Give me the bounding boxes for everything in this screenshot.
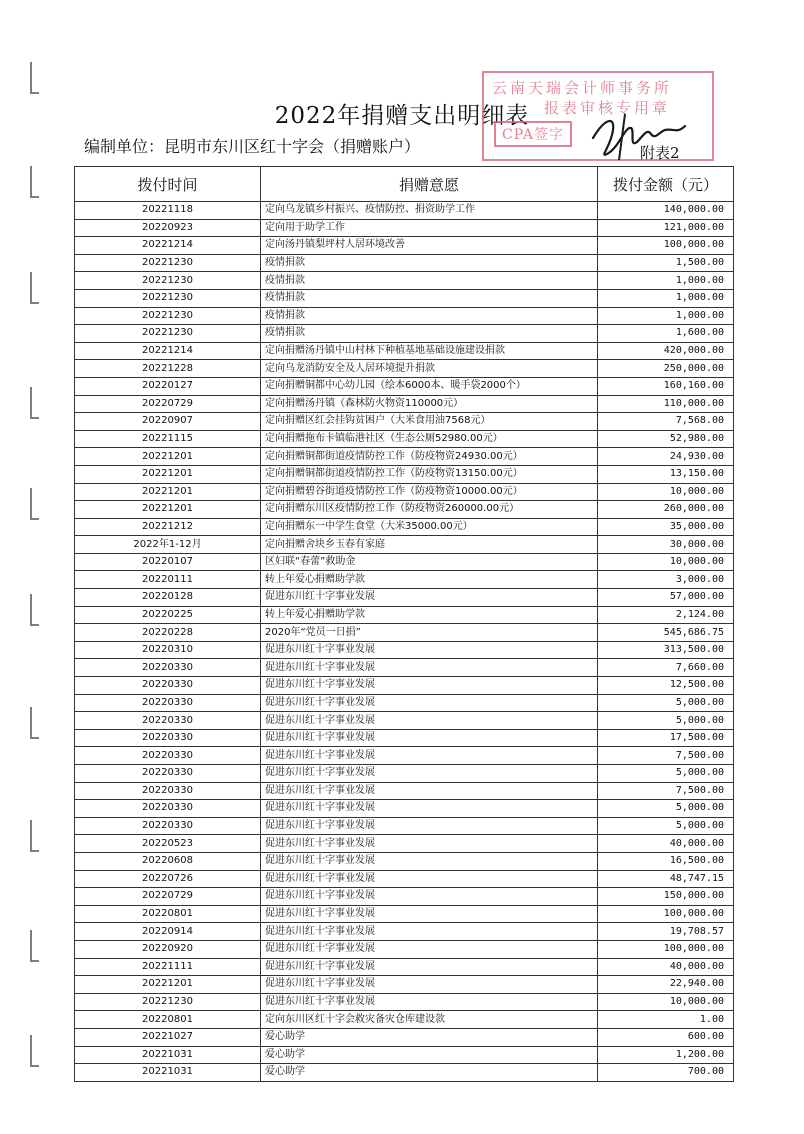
cell-date: 20221201 [75, 448, 261, 466]
cell-purpose: 定向捐赠铜都街道疫情防控工作（防疫物资13150.00元） [261, 465, 598, 483]
table-row [75, 923, 734, 941]
table-row [75, 624, 734, 642]
cell-purpose: 定向捐赠汤丹镇中山村林下种植基地基础设施建设捐款 [261, 342, 598, 360]
cell-purpose: 定向捐赠汤丹镇（森林防火物资110000元） [261, 395, 598, 413]
cell-date: 20220228 [75, 624, 261, 642]
cell-date: 20220330 [75, 817, 261, 835]
table-row [75, 835, 734, 853]
compiling-unit: 编制单位：昆明市东川区红十字会（捐赠账户） [84, 137, 421, 156]
cell-amount: 121,000.00 [598, 219, 734, 237]
cell-purpose: 2020年“党员一日捐” [261, 624, 598, 642]
cell-amount: 10,000.00 [598, 483, 734, 501]
stamp-line-1: 云南天瑞会计师事务所 [492, 79, 673, 97]
cell-purpose: 转上年爱心捐赠助学款 [261, 571, 598, 589]
cell-amount: 16,500.00 [598, 852, 734, 870]
table-row [75, 677, 734, 695]
cell-amount: 24,930.00 [598, 448, 734, 466]
table-row [75, 219, 734, 237]
table-row [75, 536, 734, 554]
table-row [75, 712, 734, 730]
cell-amount: 260,000.00 [598, 501, 734, 519]
cell-purpose: 定向捐赠东一中学生食堂（大米35000.00元） [261, 518, 598, 536]
cell-amount: 150,000.00 [598, 888, 734, 906]
cell-amount: 100,000.00 [598, 905, 734, 923]
binder-mark [30, 272, 39, 304]
cell-amount: 1,600.00 [598, 325, 734, 343]
cell-purpose: 定向汤丹镇梨坪村人居环境改善 [261, 237, 598, 255]
cell-date: 20220330 [75, 694, 261, 712]
table-row [75, 501, 734, 519]
cell-date: 20221230 [75, 325, 261, 343]
binder-mark [30, 62, 39, 94]
table-row [75, 800, 734, 818]
cell-purpose: 疫情捐款 [261, 272, 598, 290]
cell-date: 20221201 [75, 501, 261, 519]
binder-mark [30, 1035, 39, 1067]
table-row [75, 377, 734, 395]
cell-purpose: 促进东川红十字事业发展 [261, 659, 598, 677]
cell-purpose: 促进东川红十字事业发展 [261, 800, 598, 818]
cell-date: 20220608 [75, 852, 261, 870]
cell-purpose: 促进东川红十字事业发展 [261, 765, 598, 783]
cell-date: 20220923 [75, 219, 261, 237]
table-row [75, 659, 734, 677]
cell-date: 20221228 [75, 360, 261, 378]
table-row [75, 272, 734, 290]
cell-purpose: 转上年爱心捐赠助学款 [261, 606, 598, 624]
cell-amount: 1.00 [598, 1011, 734, 1029]
cell-date: 20221031 [75, 1064, 261, 1082]
cell-amount: 22,940.00 [598, 976, 734, 994]
cell-purpose: 定向东川区红十字会救灾备灾仓库建设款 [261, 1011, 598, 1029]
cell-purpose: 促进东川红十字事业发展 [261, 729, 598, 747]
cell-purpose: 促进东川红十字事业发展 [261, 835, 598, 853]
cell-amount: 5,000.00 [598, 800, 734, 818]
cell-amount: 5,000.00 [598, 765, 734, 783]
table-row [75, 342, 734, 360]
cell-amount: 1,000.00 [598, 289, 734, 307]
cell-purpose: 爱心助学 [261, 1046, 598, 1064]
cell-date: 20221118 [75, 202, 261, 220]
table-row [75, 641, 734, 659]
cell-date: 20221115 [75, 430, 261, 448]
cell-amount: 700.00 [598, 1064, 734, 1082]
cell-purpose: 促进东川红十字事业发展 [261, 958, 598, 976]
table-row [75, 448, 734, 466]
cell-date: 20221031 [75, 1046, 261, 1064]
binder-mark [30, 820, 39, 852]
cell-amount: 1,000.00 [598, 272, 734, 290]
table-row [75, 325, 734, 343]
cell-amount: 7,568.00 [598, 413, 734, 431]
table-row [75, 307, 734, 325]
cell-purpose: 促进东川红十字事业发展 [261, 940, 598, 958]
cell-amount: 7,500.00 [598, 782, 734, 800]
table-row [75, 765, 734, 783]
cell-date: 20221214 [75, 237, 261, 255]
cell-amount: 1,500.00 [598, 254, 734, 272]
cell-date: 20220330 [75, 800, 261, 818]
cell-date: 20221230 [75, 307, 261, 325]
cell-purpose: 促进东川红十字事业发展 [261, 870, 598, 888]
table-row [75, 958, 734, 976]
table-row [75, 289, 734, 307]
cell-purpose: 定向用于助学工作 [261, 219, 598, 237]
cell-purpose: 定向捐赠铜都中心幼儿园（绘本6000本、暖手袋2000个） [261, 377, 598, 395]
cell-date: 20221212 [75, 518, 261, 536]
cell-amount: 19,708.57 [598, 923, 734, 941]
cell-purpose: 爱心助学 [261, 1064, 598, 1082]
cell-date: 20220920 [75, 940, 261, 958]
cell-date: 20220523 [75, 835, 261, 853]
cell-amount: 30,000.00 [598, 536, 734, 554]
cell-amount: 1,000.00 [598, 307, 734, 325]
cell-amount: 57,000.00 [598, 589, 734, 607]
cell-purpose: 定向乌龙消防安全及人居环境提升捐款 [261, 360, 598, 378]
cell-date: 20221111 [75, 958, 261, 976]
cell-date: 20220726 [75, 870, 261, 888]
cell-purpose: 促进东川红十字事业发展 [261, 923, 598, 941]
cell-date: 20220330 [75, 747, 261, 765]
cell-amount: 40,000.00 [598, 835, 734, 853]
cell-amount: 420,000.00 [598, 342, 734, 360]
cell-purpose: 促进东川红十字事业发展 [261, 747, 598, 765]
table-row [75, 237, 734, 255]
cell-amount: 17,500.00 [598, 729, 734, 747]
cell-date: 20220330 [75, 765, 261, 783]
table-row [75, 483, 734, 501]
header-amount: 拨付金额（元） [598, 167, 734, 202]
table-row [75, 518, 734, 536]
binder-mark [30, 387, 39, 419]
cell-date: 20220729 [75, 395, 261, 413]
cell-purpose: 促进东川红十字事业发展 [261, 641, 598, 659]
table-row [75, 976, 734, 994]
cell-amount: 100,000.00 [598, 940, 734, 958]
table-row [75, 1011, 734, 1029]
cell-date: 20220107 [75, 553, 261, 571]
cell-purpose: 促进东川红十字事业发展 [261, 782, 598, 800]
cell-amount: 7,500.00 [598, 747, 734, 765]
header-date: 拨付时间 [75, 167, 261, 202]
cell-purpose: 促进东川红十字事业发展 [261, 589, 598, 607]
cell-amount: 313,500.00 [598, 641, 734, 659]
stamp-cpa: CPA签字 [494, 121, 572, 147]
cell-purpose: 促进东川红十字事业发展 [261, 817, 598, 835]
table-row [75, 817, 734, 835]
cell-amount: 48,747.15 [598, 870, 734, 888]
header-purpose: 捐赠意愿 [261, 167, 598, 202]
cell-date: 20221230 [75, 272, 261, 290]
cell-amount: 5,000.00 [598, 712, 734, 730]
cell-date: 20221201 [75, 483, 261, 501]
cell-date: 20220330 [75, 659, 261, 677]
table-row [75, 413, 734, 431]
cell-amount: 600.00 [598, 1028, 734, 1046]
cell-purpose: 定向捐赠拖布卡镇临港社区（生态公厕52980.00元） [261, 430, 598, 448]
cell-amount: 12,500.00 [598, 677, 734, 695]
cell-date: 20220907 [75, 413, 261, 431]
table-row [75, 589, 734, 607]
cell-date: 20221201 [75, 976, 261, 994]
cell-amount: 7,660.00 [598, 659, 734, 677]
cell-amount: 1,200.00 [598, 1046, 734, 1064]
cell-date: 20220127 [75, 377, 261, 395]
table-row [75, 782, 734, 800]
cell-purpose: 疫情捐款 [261, 289, 598, 307]
cell-purpose: 促进东川红十字事业发展 [261, 905, 598, 923]
table-row [75, 870, 734, 888]
cell-date: 20220225 [75, 606, 261, 624]
cell-date: 20220330 [75, 677, 261, 695]
binder-mark [30, 930, 39, 962]
cell-amount: 545,686.75 [598, 624, 734, 642]
cell-amount: 160,160.00 [598, 377, 734, 395]
cell-purpose: 定向乌龙镇乡村振兴、疫情防控、捐资助学工作 [261, 202, 598, 220]
cell-amount: 10,000.00 [598, 553, 734, 571]
table-row [75, 465, 734, 483]
cell-amount: 2,124.00 [598, 606, 734, 624]
cell-amount: 110,000.00 [598, 395, 734, 413]
cell-purpose: 促进东川红十字事业发展 [261, 677, 598, 695]
cell-date: 20220128 [75, 589, 261, 607]
table-row [75, 905, 734, 923]
stamp-line-2: 报表审核专用章 [544, 99, 671, 117]
table-row [75, 430, 734, 448]
binder-mark [30, 707, 39, 739]
cell-amount: 40,000.00 [598, 958, 734, 976]
document-title: 2022年捐赠支出明细表 [274, 103, 530, 129]
table-row [75, 1046, 734, 1064]
cell-purpose: 疫情捐款 [261, 254, 598, 272]
binder-mark [30, 166, 39, 198]
cell-date: 20221230 [75, 254, 261, 272]
cell-purpose: 促进东川红十字事业发展 [261, 694, 598, 712]
table-row [75, 1064, 734, 1082]
cell-purpose: 定向捐赠区红会挂钩贫困户（大米食用油7568元） [261, 413, 598, 431]
cell-date: 20220729 [75, 888, 261, 906]
cell-date: 20220310 [75, 641, 261, 659]
cell-date: 20220111 [75, 571, 261, 589]
cell-purpose: 疫情捐款 [261, 307, 598, 325]
table-row [75, 1028, 734, 1046]
table-row [75, 571, 734, 589]
cell-date: 20220330 [75, 782, 261, 800]
table-row [75, 254, 734, 272]
cell-date: 20220801 [75, 905, 261, 923]
appendix-label: 附表2 [640, 144, 680, 162]
cell-amount: 3,000.00 [598, 571, 734, 589]
cell-purpose: 定向捐赠东川区疫情防控工作（防疫物资260000.00元） [261, 501, 598, 519]
cell-amount: 10,000.00 [598, 993, 734, 1011]
table-row [75, 360, 734, 378]
cell-purpose: 定向捐赠碧谷街道疫情防控工作（防疫物资10000.00元） [261, 483, 598, 501]
table-header-row [75, 167, 734, 202]
cell-amount: 5,000.00 [598, 694, 734, 712]
cell-date: 2022年1-12月 [75, 536, 261, 554]
table-row [75, 993, 734, 1011]
cell-date: 20221230 [75, 993, 261, 1011]
donation-expenditure-table [74, 166, 734, 1082]
cell-date: 20220914 [75, 923, 261, 941]
cell-date: 20221230 [75, 289, 261, 307]
table-row [75, 694, 734, 712]
cell-amount: 140,000.00 [598, 202, 734, 220]
cell-amount: 52,980.00 [598, 430, 734, 448]
cell-amount: 13,150.00 [598, 465, 734, 483]
cell-amount: 100,000.00 [598, 237, 734, 255]
cell-date: 20221027 [75, 1028, 261, 1046]
table-row [75, 606, 734, 624]
table-row [75, 747, 734, 765]
cell-date: 20221201 [75, 465, 261, 483]
cell-purpose: 区妇联“春蕾”救助金 [261, 553, 598, 571]
cell-purpose: 促进东川红十字事业发展 [261, 888, 598, 906]
cell-purpose: 促进东川红十字事业发展 [261, 852, 598, 870]
cell-amount: 5,000.00 [598, 817, 734, 835]
cell-purpose: 促进东川红十字事业发展 [261, 993, 598, 1011]
cell-purpose: 疫情捐款 [261, 325, 598, 343]
cell-purpose: 定向捐赠舍块乡玉春有家庭 [261, 536, 598, 554]
table-row [75, 553, 734, 571]
cell-date: 20221214 [75, 342, 261, 360]
table-row [75, 729, 734, 747]
cell-amount: 250,000.00 [598, 360, 734, 378]
table-row [75, 852, 734, 870]
cell-purpose: 定向捐赠铜都街道疫情防控工作（防疫物资24930.00元） [261, 448, 598, 466]
cell-purpose: 促进东川红十字事业发展 [261, 976, 598, 994]
cell-date: 20220801 [75, 1011, 261, 1029]
table-row [75, 202, 734, 220]
cell-purpose: 促进东川红十字事业发展 [261, 712, 598, 730]
binder-mark [30, 488, 39, 520]
binder-mark [30, 594, 39, 626]
cell-date: 20220330 [75, 729, 261, 747]
table-row [75, 940, 734, 958]
table-row [75, 395, 734, 413]
table-row [75, 888, 734, 906]
cell-purpose: 爱心助学 [261, 1028, 598, 1046]
cell-amount: 35,000.00 [598, 518, 734, 536]
cell-date: 20220330 [75, 712, 261, 730]
